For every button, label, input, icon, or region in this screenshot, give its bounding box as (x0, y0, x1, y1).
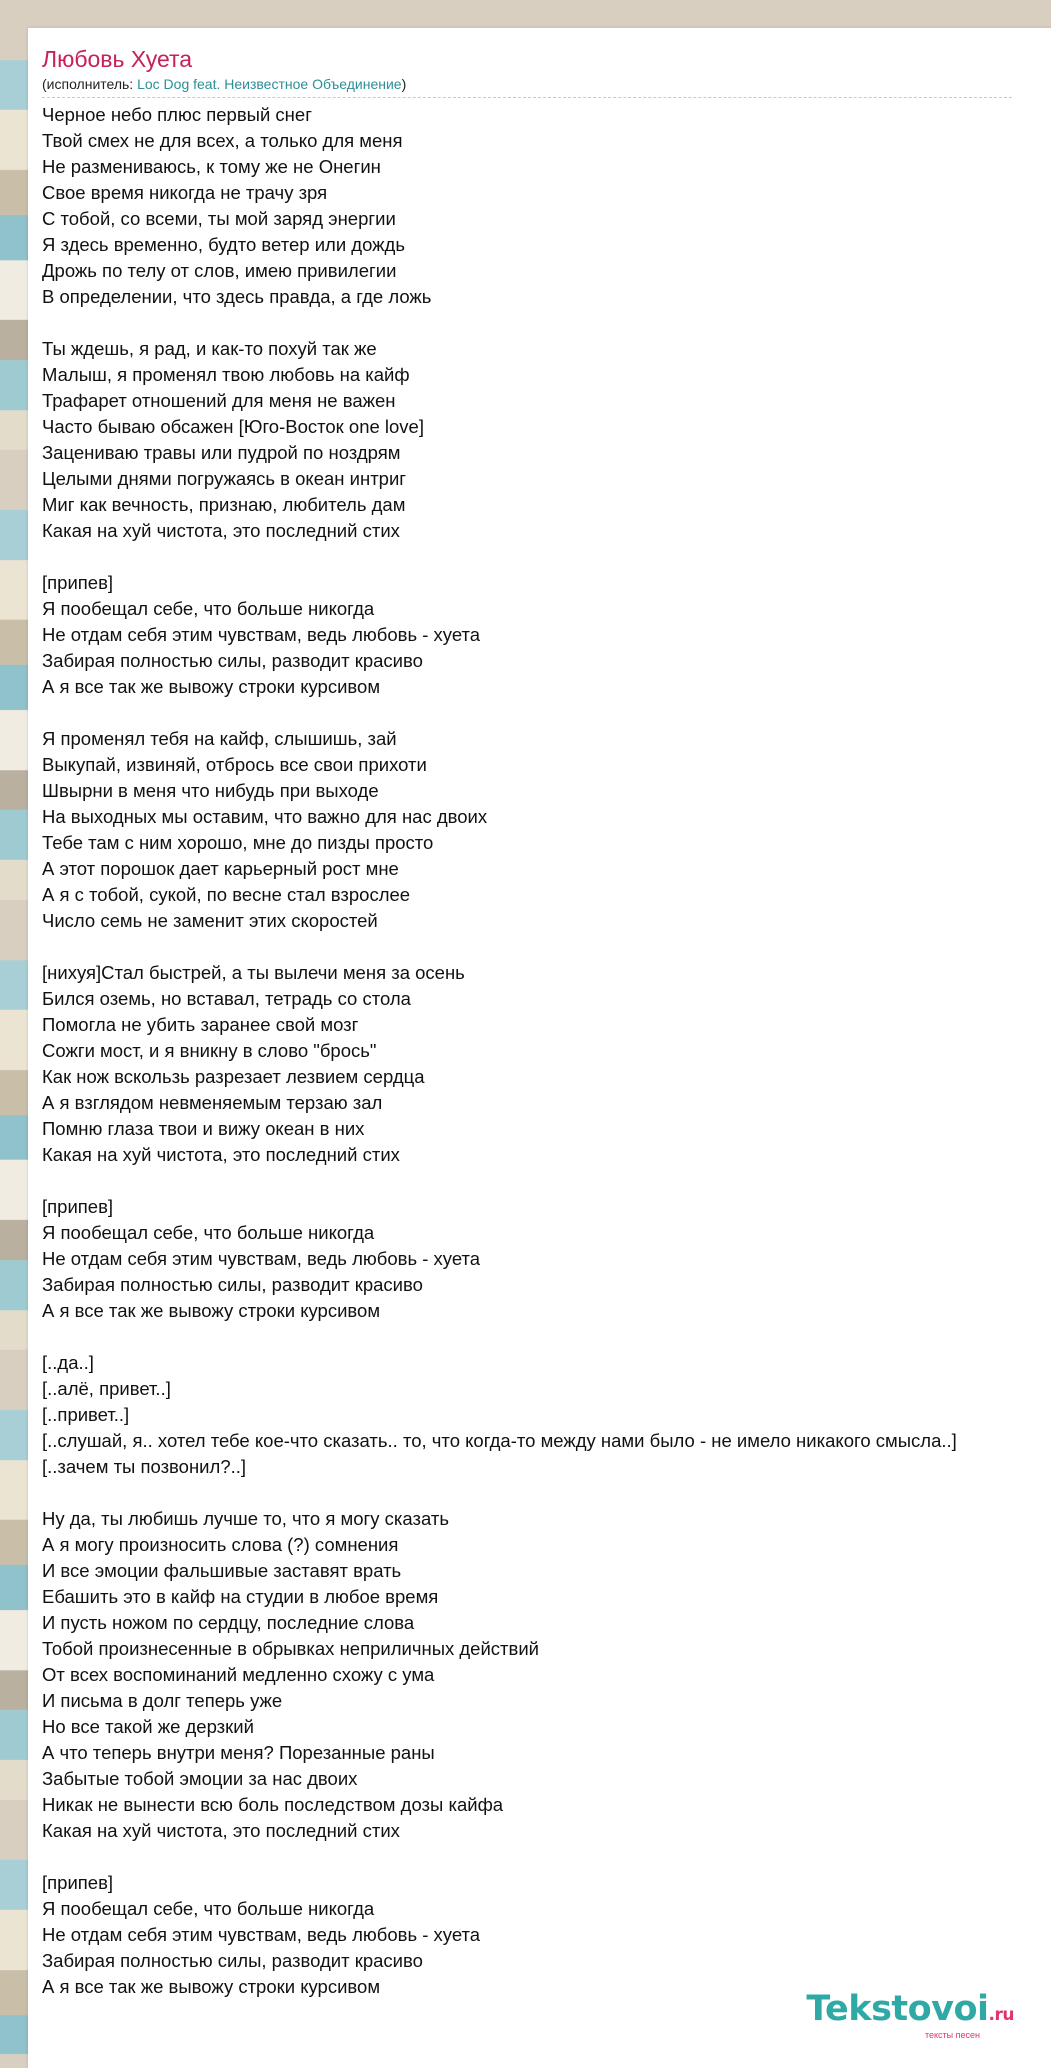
lyric-line: [припев] (42, 1872, 114, 1893)
lyric-line: А я все так же вывожу строки курсивом (42, 1300, 381, 1321)
lyric-line: Черное небо плюс первый снег (42, 104, 312, 125)
lyric-line: На выходных мы оставим, что важно для нас двоих (42, 806, 488, 827)
lyric-line: Дрожь по телу от слов, имею привилегии (42, 260, 397, 281)
lyric-line: Помогла не убить заранее свой мозг (42, 1014, 359, 1035)
lyric-line: Я пообещал себе, что больше никогда (42, 1222, 375, 1243)
lyric-line: Как нож вскользь разрезает лезвием сердца (42, 1066, 425, 1087)
lyric-line: А я с тобой, сукой, по весне стал взрослее (42, 884, 411, 905)
site-logo[interactable] (806, 1990, 1014, 2040)
lyric-line: Зацениваю травы или пудрой по ноздрям (42, 442, 401, 463)
lyric-line: [..зачем ты позвонил?..] (42, 1456, 247, 1477)
lyric-line (42, 310, 957, 336)
lyric-line: Твой смех не для всех, а только для меня (42, 130, 403, 151)
lyric-line: Часто бываю обсажен [Юго-Восток one love] (42, 416, 424, 437)
artist-suffix: ) (401, 76, 407, 92)
lyric-line: Не отдам себя этим чувствам, ведь любовь - хуета (42, 624, 481, 645)
lyric-line: Но все такой же дерзкий (42, 1716, 254, 1737)
lyric-line: Целыми днями погружаясь в океан интриг (42, 468, 407, 489)
lyric-line: Ты ждешь, я рад, и как-то похуй так же (42, 338, 377, 359)
lyric-line: [..алё, привет..] (42, 1378, 171, 1399)
lyric-line: Помню глаза твои и вижу океан в них (42, 1118, 365, 1139)
lyric-line: А этот порошок дает карьерный рост мне (42, 858, 399, 879)
artist-link[interactable]: Loc Dog feat. Неизвестное Объединение (137, 76, 402, 92)
artist-prefix: (исполнитель: (42, 76, 138, 92)
lyric-line: А я все так же вывожу строки курсивом (42, 676, 381, 697)
lyric-line: Забирая полностью силы, разводит красиво (42, 1274, 423, 1295)
lyric-line: [..да..] (42, 1352, 94, 1373)
lyric-line: Не размениваюсь, к тому же не Онегин (42, 156, 381, 177)
lyric-line: [..привет..] (42, 1404, 130, 1425)
lyric-line: Выкупай, извиняй, отбрось все свои прихоти (42, 754, 427, 775)
lyric-line: Не отдам себя этим чувствам, ведь любовь - хуета (42, 1924, 481, 1945)
lyric-line: Забирая полностью силы, разводит красиво (42, 1950, 423, 1971)
lyric-line: И пусть ножом по сердцу, последние слова (42, 1612, 415, 1633)
lyric-line: А я взглядом невменяемым терзаю зал (42, 1092, 383, 1113)
lyric-line: Число семь не заменит этих скоростей (42, 910, 378, 931)
lyrics-text (42, 102, 957, 2000)
lyric-line: Тебе там с ним хорошо, мне до пизды просто (42, 832, 434, 853)
lyric-line: Ну да, ты любишь лучше то, что я могу сказать (42, 1508, 449, 1529)
lyric-line: И все эмоции фальшивые заставят врать (42, 1560, 402, 1581)
lyric-line: Бился оземь, но вставал, тетрадь со стола (42, 988, 411, 1009)
lyric-line: Какая на хуй чистота, это последний стих (42, 520, 400, 541)
lyric-line (42, 544, 957, 570)
lyric-line: От всех воспоминаний медленно схожу с ума (42, 1664, 435, 1685)
song-title: Любовь Хуета (42, 46, 193, 72)
lyric-line: Сожги мост, и я вникну в слово "брось" (42, 1040, 377, 1061)
lyric-line: Какая на хуй чистота, это последний стих (42, 1820, 400, 1841)
artist-line (42, 74, 1012, 94)
song-header (42, 44, 1012, 98)
lyric-line: Забирая полностью силы, разводит красиво (42, 650, 423, 671)
lyric-line: А что теперь внутри меня? Порезанные раны (42, 1742, 435, 1763)
lyric-line: А я все так же вывожу строки курсивом (42, 1976, 381, 1997)
lyric-line: Я пообещал себе, что больше никогда (42, 598, 375, 619)
lyric-line: Ебашить это в кайф на студии в любое время (42, 1586, 439, 1607)
lyric-line: Я променял тебя на кайф, слышишь, зай (42, 728, 397, 749)
lyric-line (42, 934, 957, 960)
lyric-line: Тобой произнесенные в обрывках неприличных действий (42, 1638, 540, 1659)
lyric-line: [..слушай, я.. хотел тебе кое-что сказать.. то, что когда-то между нами было - не имело никакого смысла..] (42, 1430, 957, 1451)
lyric-line: Не отдам себя этим чувствам, ведь любовь - хуета (42, 1248, 481, 1269)
logo-name: Tekstovoi (806, 1989, 989, 2029)
lyric-line: Никак не вынести всю боль последством дозы кайфа (42, 1794, 504, 1815)
lyric-line: Я пообещал себе, что больше никогда (42, 1898, 375, 1919)
lyric-line: [нихуя]Стал быстрей, а ты вылечи меня за осень (42, 962, 465, 983)
lyric-line (42, 1480, 957, 1506)
lyric-line (42, 700, 957, 726)
lyric-line: [припев] (42, 1196, 114, 1217)
lyrics-card (28, 28, 1051, 2068)
lyric-line (42, 1168, 957, 1194)
lyric-line: Я здесь временно, будто ветер или дождь (42, 234, 405, 255)
logo-tld: .ru (988, 2005, 1014, 2025)
lyric-line: Забытые тобой эмоции за нас двоих (42, 1768, 358, 1789)
lyric-line: Миг как вечность, признаю, любитель дам (42, 494, 406, 515)
lyric-line: И письма в долг теперь уже (42, 1690, 283, 1711)
lyric-line: [припев] (42, 572, 114, 593)
lyric-line: С тобой, со всеми, ты мой заряд энергии (42, 208, 396, 229)
lyric-line: Какая на хуй чистота, это последний стих (42, 1144, 400, 1165)
logo-tagline: тексты песен (924, 2030, 980, 2040)
lyric-line: А я могу произносить слова (?) сомнения (42, 1534, 399, 1555)
lyric-line: Свое время никогда не трачу зря (42, 182, 328, 203)
logo-wordmark (806, 1990, 1014, 2034)
lyric-line: Малыш, я променял твою любовь на кайф (42, 364, 410, 385)
lyric-line: В определении, что здесь правда, а где ложь (42, 286, 432, 307)
lyric-line (42, 1844, 957, 1870)
lyric-line: Трафарет отношений для меня не важен (42, 390, 396, 411)
lyric-line: Швырни в меня что нибудь при выходе (42, 780, 379, 801)
lyric-line (42, 1324, 957, 1350)
